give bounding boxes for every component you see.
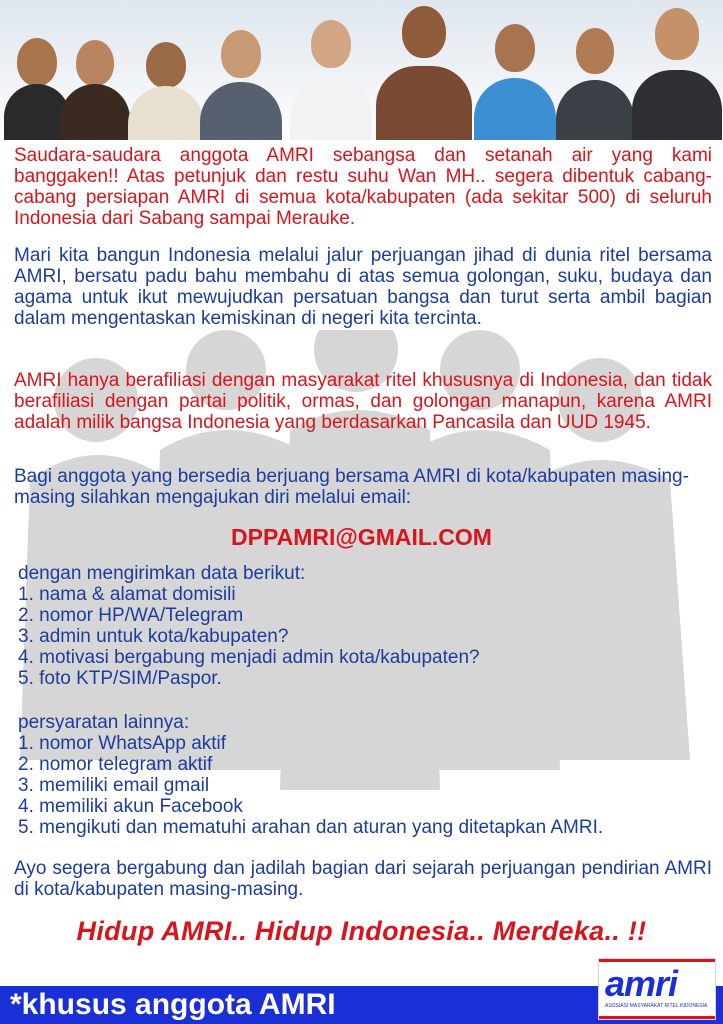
application-paragraph: Bagi anggota yang bersedia berjuang bersama AMRI di kota/kabupaten masing-masing silahkan mengajukan diri melalui email: bbox=[14, 466, 689, 508]
list-item: 5. mengikuti dan mematuhi arahan dan aturan yang ditetapkan AMRI. bbox=[18, 817, 604, 838]
person-photo bbox=[376, 6, 472, 140]
intro-paragraph: Saudara-saudara anggota AMRI sebangsa dan setanah air yang kami banggaken!! Atas petunjuk dan restu suhu Wan MH.. segera dibentuk cabang-cabang persiapan AMRI di semua kota/kabupaten (ada sekitar 500) di seluruh Indonesia dari Sabang sampai Merauke. bbox=[14, 145, 712, 229]
list-item: 2. nomor HP/WA/Telegram bbox=[18, 605, 244, 626]
list-item: 3. memiliki email gmail bbox=[18, 775, 210, 796]
slogan: Hidup AMRI.. Hidup Indonesia.. Merdeka.. !! bbox=[76, 916, 647, 946]
list-item: 2. nomor telegram aktif bbox=[18, 754, 213, 775]
affiliation-paragraph: AMRI hanya berafiliasi dengan masyarakat ritel khususnya di Indonesia, dan tidak berafiliasi dengan partai politik, ormas, dan golongan manapun, karena AMRI adalah milik bangsa Indonesia yang berdasarkan Pancasila dan UUD 1945. bbox=[14, 370, 712, 433]
list-item: 5. foto KTP/SIM/Paspor. bbox=[18, 668, 222, 689]
list-item: 4. motivasi bergabung menjadi admin kota/kabupaten? bbox=[18, 647, 480, 668]
requirements-list bbox=[18, 712, 603, 838]
logo-stripe-red bbox=[599, 959, 715, 962]
contact-email[interactable]: DPPAMRI@GMAIL.COM bbox=[231, 524, 492, 550]
person-photo bbox=[632, 8, 722, 140]
amri-logo bbox=[598, 958, 716, 1020]
list-item: 1. nama & alamat domisili bbox=[18, 584, 236, 605]
header-photo-strip bbox=[0, 0, 723, 140]
logo-stripe-red-bottom bbox=[599, 1016, 715, 1019]
data-list-intro: dengan mengirimkan data berikut: bbox=[18, 563, 306, 584]
list-item: 4. memiliki akun Facebook bbox=[18, 796, 243, 817]
logo-tagline: ASOSIASI MASYARAKAT RITEL INDONESIA bbox=[605, 1003, 708, 1009]
mission-paragraph: Mari kita bangun Indonesia melalui jalur perjuangan jihad di dunia ritel bersama AMRI, bersatu padu bahu membahu di atas semua golongan, suku, budaya dan agama untuk ikut mewujudkan persatuan bangsa dan turut serta ambil bagian dalam mengentaskan kemiskinan di negeri kita tercinta. bbox=[14, 245, 712, 329]
closing-paragraph: Ayo segera bergabung dan jadilah bagian dari sejarah perjuangan pendirian AMRI di kota/kabupaten masing-masing. bbox=[14, 858, 712, 900]
person-photo bbox=[290, 16, 372, 140]
requirements-intro: persyaratan lainnya: bbox=[18, 712, 190, 733]
person-photo bbox=[200, 22, 282, 140]
logo-wordmark: amri bbox=[605, 963, 678, 1004]
data-list bbox=[18, 563, 480, 689]
list-item: 1. nomor WhatsApp aktif bbox=[18, 733, 227, 754]
person-photo bbox=[556, 22, 634, 140]
list-item: 3. admin untuk kota/kabupaten? bbox=[18, 626, 289, 647]
footer-note: *khusus anggota AMRI bbox=[10, 988, 336, 1021]
person-photo bbox=[60, 28, 130, 140]
person-photo bbox=[474, 20, 556, 140]
person-photo bbox=[128, 28, 204, 140]
